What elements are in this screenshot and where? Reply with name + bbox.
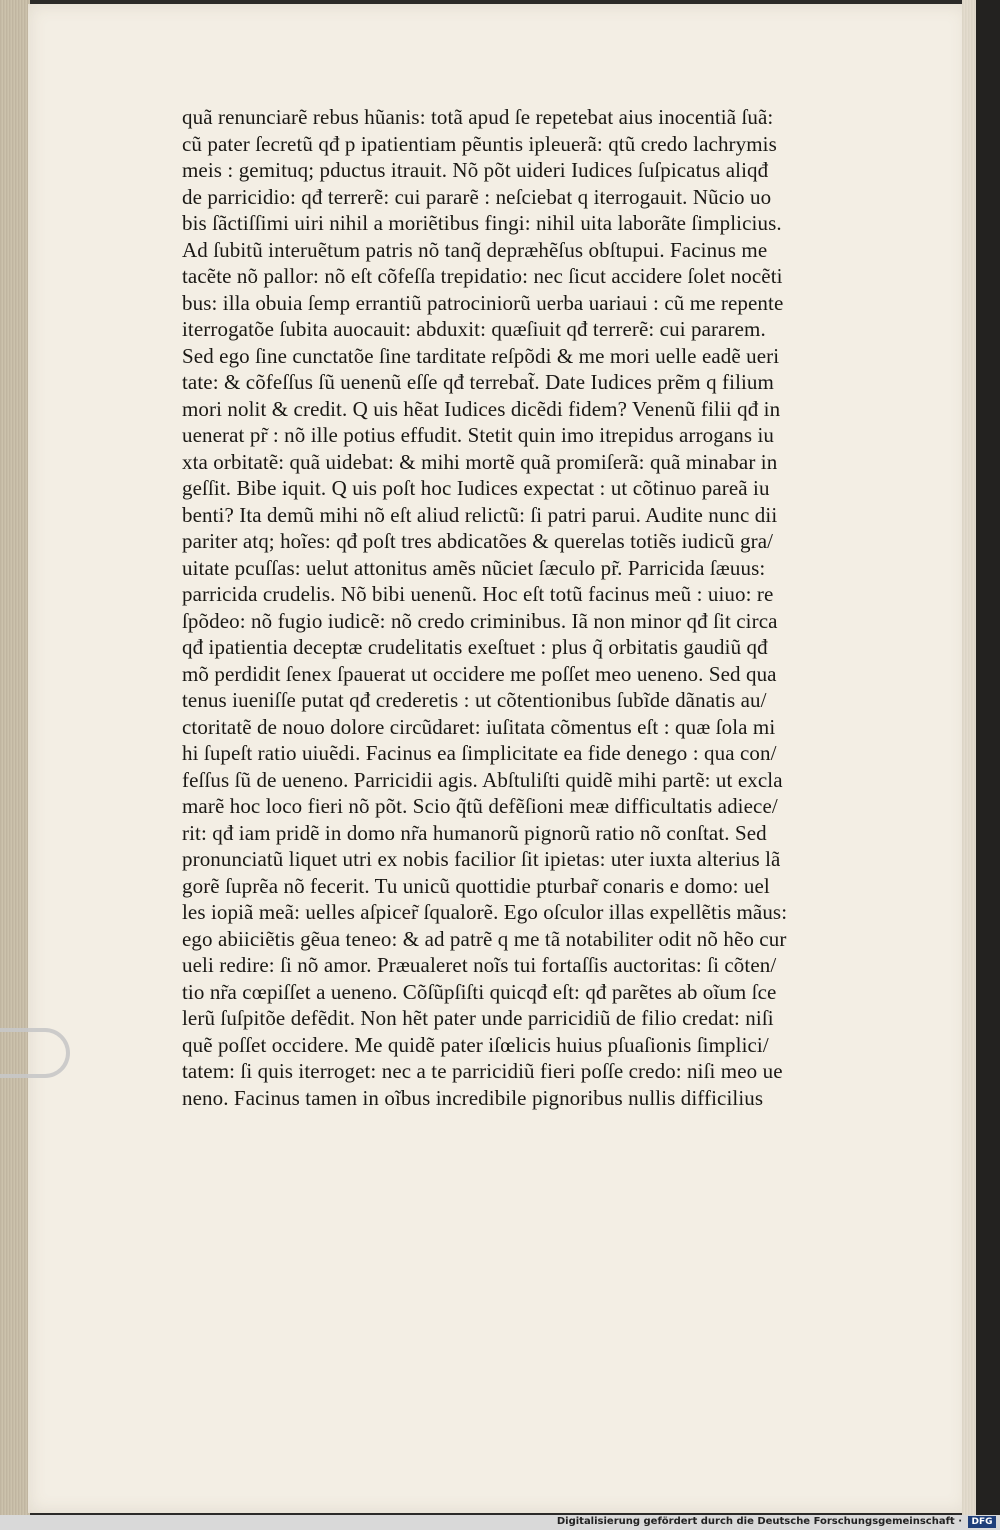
- text-line: uenerat pr̃ : nõ ille potius effudit. Stetit quin imo itrepidus arrogans iu: [182, 423, 774, 447]
- text-line: Sed ego ſine cunctatõe ſine tarditate reſpõdi & me mori uelle eadẽ ueri: [182, 343, 780, 368]
- text-line: uitate pcuſſas: uelut attonitus amẽs nũciet ſæculo pr̃. Parricida ſæuus:: [182, 555, 766, 580]
- text-line: quẽ poſſet occidere. Me quidẽ pater iſœlicis huius pſuaſionis ſimplici/: [182, 1032, 769, 1057]
- text-line: geſſit. Bibe iquit. Q uis poſt hoc Iudices expectat : ut cõtinuo pareã iu: [182, 476, 770, 500]
- dfg-logo: DFG: [968, 1516, 996, 1528]
- text-line: ego abiiciẽtis gẽua teneo: & ad patrẽ q me tã notabiliter odit nõ hẽo cur: [182, 926, 787, 951]
- text-line: tatem: ſi quis iterroget: nec a te parricidiũ fieri poſſe credo: niſi meo ue: [182, 1059, 783, 1083]
- text-line: benti? Ita demũ mihi nõ eſt aliud relictũ: ſi patri parui. Audite nunc dii: [182, 502, 778, 527]
- text-line: tate: & cõfeſſus ſũ uenenũ eſſe qđ terrebat̃. Date Iudices prẽm q filium: [182, 370, 774, 394]
- text-line: iterrogatõe ſubita auocauit: abduxit: quæſiuit qđ terrerẽ: cui pararem.: [182, 317, 766, 341]
- latin-text-block: [182, 104, 872, 1194]
- text-line: marẽ hoc loco fieri nõ põt. Scio q̃tũ defẽſioni meæ difficultatis adiece/: [182, 794, 778, 818]
- text-line: meis : gemituq; pductus itrauit. Nõ põt uideri Iudices ſuſpicatus aliqđ: [182, 158, 769, 182]
- page-stack-edge: [0, 0, 30, 1515]
- funding-credit: Digitalisierung gefördert durch die Deutsche Forschungsgemeinschaft ·: [556, 1516, 962, 1527]
- text-line: feſſus ſũ de ueneno. Parricidii agis. Abſtuliſti quidẽ mihi partẽ: ut excla: [182, 767, 783, 792]
- text-line: mori nolit & credit. Q uis hẽat Iudices dicẽdi fidem? Venenũ filii qđ in: [182, 396, 781, 421]
- text-line: pronunciatũ liquet utri ex nobis facilior ſit ipietas: uter iuxta alterius lã: [182, 847, 781, 871]
- text-line: Ad ſubitũ interuẽtum patris nõ tanq̃ depræhẽſus obſtupui. Facinus me: [182, 237, 768, 262]
- text-line: ſpõdeo: nõ fugio iudicẽ: nõ credo criminibus. Iã non minor qđ ſit circa: [182, 608, 778, 633]
- text-line: neno. Facinus tamen in oĩbus incredibile pignoribus nullis difficilius: [182, 1085, 764, 1110]
- text-line: gorẽ ſuprẽa nõ fecerit. Tu unicũ quottidie pturbar̃ conaris e domo: uel: [182, 873, 770, 898]
- text-line: tacẽte nõ pallor: nõ eſt cõfeſſa trepidatio: nec ſicut accidere ſolet nocẽti: [182, 264, 783, 288]
- text-line: cũ pater ſecretũ qđ p ipatientiam pẽuntis ipleuerã: qtũ credo lachrymis: [182, 131, 777, 156]
- text-line: tenus iueniſſe putat qđ crederetis : ut cõtentionibus ſubĩde dãnatis au/: [182, 688, 767, 712]
- text-line: quã renunciarẽ rebus hũanis: totã apud ſe repetebat aius inocentiã ſuã:: [182, 105, 774, 129]
- text-line: de parricidio: qđ terrerẽ: cui pararẽ : neſciebat q iterrogauit. Nũcio uo: [182, 184, 772, 209]
- paper-clip-icon: [0, 1028, 70, 1078]
- text-line: parricida crudelis. Nõ bibi uenenũ. Hoc eſt totũ facinus meũ : uiuo: re: [182, 582, 774, 606]
- text-line: qđ ipatientia deceptæ crudelitatis exeſtuet : plus q̃ orbitatis gaudiũ qđ: [182, 635, 768, 659]
- text-line: bus: illa obuia ſemp errantiũ patrociniorũ uerba uariaui : cũ me repente: [182, 290, 784, 315]
- text-line: mõ perdidit ſenex ſpauerat ut occidere me poſſet meo ueneno. Sed qua: [182, 661, 777, 686]
- text-line: les iopiã meã: uelles aſpicer̃ ſqualorẽ. Ego oſculor illas expellẽtis mãus:: [182, 900, 788, 924]
- text-line: pariter atq; hoĩes: qđ poſt tres abdicatões & querelas totiẽs iudicũ gra/: [182, 529, 774, 553]
- text-line: bis ſãctiſſimi uiri nihil a moriẽtibus fingi: nihil uita laborãte ſimplicius.: [182, 211, 782, 235]
- text-line: tio nr̃a cœpiſſet a ueneno. Cõſũpſiſti quicqđ eſt: qđ parẽtes ab oĩum ſce: [182, 979, 777, 1004]
- text-line: rit: qđ iam pridẽ in domo nr̃a humanorũ pignorũ ratio nõ conſtat. Sed: [182, 820, 767, 845]
- binding-shadow: [976, 0, 1000, 1515]
- text-line: xta orbitatẽ: quã uidebat: & mihi mortẽ quã promiſerã: quã minabar in: [182, 449, 778, 474]
- text-line: ctoritatẽ de nouo dolore circũdaret: iuſitata cõmentus eſt : quæ ſola mi: [182, 714, 776, 739]
- text-line: lerũ ſuſpitõe defẽdit. Non hẽt pater unde parricidiũ de filio credat: niſi: [182, 1006, 774, 1030]
- text-line: hi ſupeſt ratio uiuẽdi. Facinus ea ſimplicitate ea fide denego : qua con/: [182, 741, 777, 765]
- text-line: ueli redire: ſi nõ amor. Præualeret noĩs tui fortaſſis auctoritas: ſi cõten/: [182, 953, 777, 977]
